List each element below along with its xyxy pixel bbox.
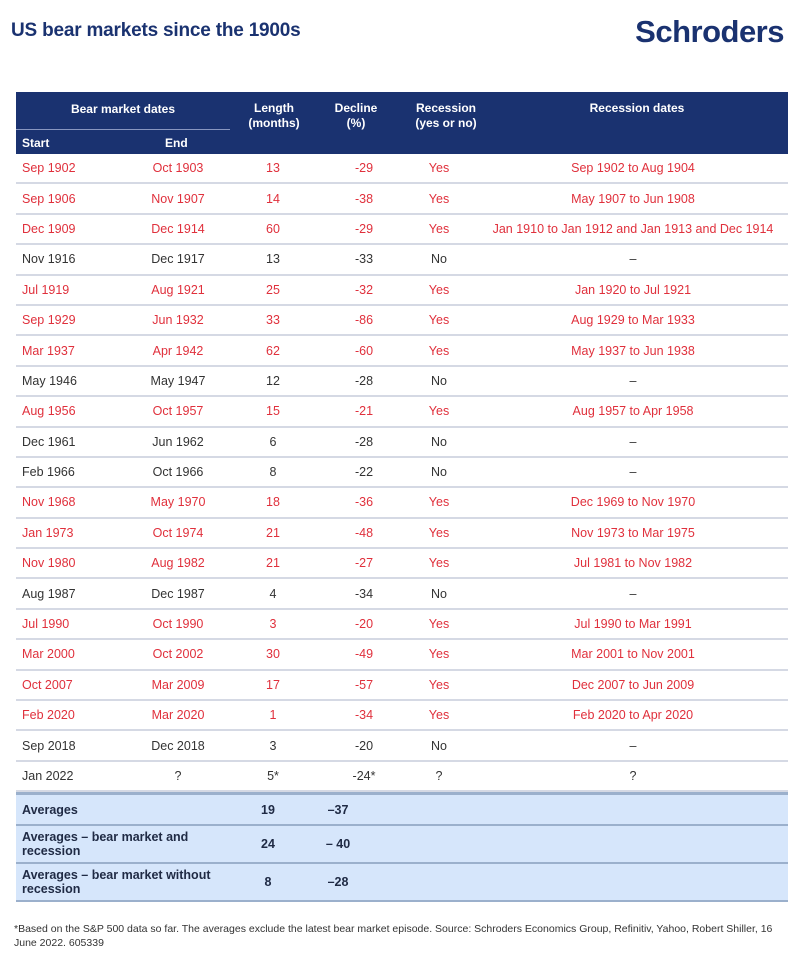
cell-start: Jan 1973 xyxy=(22,525,74,540)
cell-end: Dec 1914 xyxy=(151,221,205,236)
header-decline: Decline (%) xyxy=(334,101,378,130)
cell-start: Jul 1990 xyxy=(22,617,70,632)
cell-recession: Yes xyxy=(428,677,450,692)
cell-length: 60 xyxy=(266,221,280,236)
header-end: End xyxy=(165,136,188,150)
cell-decline: -28 xyxy=(354,373,374,388)
cell-decline: -49 xyxy=(354,647,374,662)
cell-recession: Yes xyxy=(428,556,450,571)
cell-recession: Yes xyxy=(428,617,450,632)
averages-section xyxy=(16,792,788,902)
cell-recession-dates: Dec 2007 to Jun 2009 xyxy=(571,677,695,692)
cell-decline: -24* xyxy=(352,769,376,783)
cell-end: Oct 2002 xyxy=(152,647,204,662)
cell-recession-dates: – xyxy=(629,586,637,601)
cell-recession: No xyxy=(431,434,447,449)
cell-recession-dates: – xyxy=(629,373,637,388)
cell-length: 1 xyxy=(269,708,277,723)
cell-start: Feb 2020 xyxy=(22,708,75,723)
cell-decline: -34 xyxy=(354,708,374,723)
cell-start: Sep 1929 xyxy=(22,313,76,328)
table-row xyxy=(16,336,788,366)
cell-recession: No xyxy=(431,465,447,480)
table-row xyxy=(16,519,788,549)
cell-start: Nov 1980 xyxy=(22,556,76,571)
header-bear-market-dates: Bear market dates xyxy=(70,102,176,116)
table-row xyxy=(16,428,788,458)
cell-end: Nov 1907 xyxy=(151,191,205,206)
cell-decline: -34 xyxy=(354,586,374,601)
averages-decline: –37 xyxy=(327,802,349,817)
cell-recession: No xyxy=(431,738,447,753)
cell-end: Dec 1917 xyxy=(151,252,205,267)
cell-length: 8 xyxy=(269,465,277,480)
cell-recession: Yes xyxy=(428,647,450,662)
cell-end: Jun 1962 xyxy=(152,434,204,449)
cell-decline: -21 xyxy=(354,404,374,419)
cell-decline: -29 xyxy=(354,221,374,236)
cell-decline: -36 xyxy=(354,495,374,510)
cell-recession: Yes xyxy=(428,282,450,297)
cell-start: May 1946 xyxy=(22,373,77,388)
cell-length: 25 xyxy=(266,282,280,297)
cell-decline: -29 xyxy=(354,161,374,176)
cell-decline: -20 xyxy=(354,617,374,632)
cell-recession: No xyxy=(431,373,447,388)
cell-end: May 1970 xyxy=(150,495,206,510)
cell-length: 18 xyxy=(266,495,280,510)
cell-decline: -86 xyxy=(354,313,374,328)
cell-recession: Yes xyxy=(428,708,450,723)
cell-recession: Yes xyxy=(428,404,450,419)
cell-decline: -33 xyxy=(354,252,374,267)
cell-start: Nov 1916 xyxy=(22,252,76,267)
table-row xyxy=(16,488,788,518)
cell-start: Sep 1906 xyxy=(22,191,76,206)
cell-start: Dec 1961 xyxy=(22,434,76,449)
cell-end: Apr 1942 xyxy=(152,343,204,358)
cell-recession-dates: Dec 1969 to Nov 1970 xyxy=(570,495,696,510)
cell-end: Oct 1990 xyxy=(152,617,204,632)
cell-length: 12 xyxy=(266,373,280,388)
cell-recession: Yes xyxy=(428,495,450,510)
cell-end: Mar 2009 xyxy=(151,677,205,692)
cell-decline: -60 xyxy=(354,343,374,358)
cell-decline: -20 xyxy=(354,738,374,753)
cell-start: Jan 2022 xyxy=(22,769,74,783)
cell-recession-dates: May 1907 to Jun 1908 xyxy=(571,191,695,206)
table-body xyxy=(16,154,788,792)
averages-row xyxy=(16,864,788,902)
cell-length: 4 xyxy=(269,586,277,601)
cell-length: 6 xyxy=(269,434,277,449)
cell-end: Oct 1957 xyxy=(152,404,204,419)
averages-row xyxy=(16,826,788,864)
table-row xyxy=(16,215,788,245)
cell-recession: Yes xyxy=(428,343,450,358)
cell-recession-dates: Mar 2001 to Nov 2001 xyxy=(571,647,695,662)
cell-end: Mar 2020 xyxy=(151,708,205,723)
cell-length: 17 xyxy=(266,677,280,692)
table-row xyxy=(16,397,788,427)
cell-length: 13 xyxy=(266,161,280,176)
header-start: Start xyxy=(22,136,50,150)
cell-recession: Yes xyxy=(428,525,450,540)
table-row xyxy=(16,671,788,701)
cell-decline: -48 xyxy=(354,525,374,540)
table-row xyxy=(16,579,788,609)
cell-end: Oct 1974 xyxy=(152,525,204,540)
table-row xyxy=(16,245,788,275)
cell-end: Dec 2018 xyxy=(151,738,205,753)
cell-recession-dates: – xyxy=(629,465,637,480)
cell-recession-dates: Nov 1973 to Mar 1975 xyxy=(571,525,695,540)
schroders-logo: Schroders xyxy=(635,14,784,49)
cell-recession-dates: Jan 1910 to Jan 1912 and Jan 1913 and Dec 1914 xyxy=(492,221,774,236)
averages-length: 8 xyxy=(264,875,272,890)
cell-length: 30 xyxy=(266,647,280,662)
table-row xyxy=(16,762,788,792)
cell-recession-dates: – xyxy=(629,738,637,753)
cell-end: Jun 1932 xyxy=(152,313,204,328)
cell-length: 5* xyxy=(267,769,279,783)
cell-recession-dates: Jul 1981 to Nov 1982 xyxy=(573,556,693,571)
averages-label: Averages xyxy=(22,802,78,817)
cell-recession-dates: Sep 1902 to Aug 1904 xyxy=(571,161,695,176)
cell-end: ? xyxy=(174,769,182,783)
cell-start: Feb 1966 xyxy=(22,465,75,480)
table-row xyxy=(16,610,788,640)
cell-end: Oct 1903 xyxy=(152,161,204,176)
cell-decline: -32 xyxy=(354,282,374,297)
table-row xyxy=(16,367,788,397)
cell-end: Aug 1982 xyxy=(151,556,205,571)
bear-markets-table xyxy=(16,92,788,902)
cell-start: Dec 1909 xyxy=(22,221,76,236)
header-recession-dates: Recession dates xyxy=(589,101,685,115)
cell-recession-dates: Aug 1957 to Apr 1958 xyxy=(572,404,694,419)
averages-decline: – 40 xyxy=(325,837,351,852)
averages-decline: –28 xyxy=(327,875,349,890)
cell-end: May 1947 xyxy=(150,373,206,388)
cell-start: Aug 1956 xyxy=(22,404,76,419)
cell-end: Aug 1921 xyxy=(151,282,205,297)
cell-start: Jul 1919 xyxy=(22,282,70,297)
cell-start: Sep 1902 xyxy=(22,161,76,176)
cell-length: 21 xyxy=(266,525,280,540)
averages-length: 24 xyxy=(261,837,275,852)
cell-start: Mar 2000 xyxy=(22,647,75,662)
averages-row xyxy=(16,792,788,826)
cell-end: Dec 1987 xyxy=(151,586,205,601)
table-row xyxy=(16,640,788,670)
cell-recession: Yes xyxy=(428,221,450,236)
cell-recession: Yes xyxy=(428,161,450,176)
averages-label: Averages – bear market and recession xyxy=(22,830,189,859)
header-divider xyxy=(16,129,230,130)
table-row xyxy=(16,458,788,488)
table-row xyxy=(16,549,788,579)
cell-length: 3 xyxy=(269,617,277,632)
cell-start: Nov 1968 xyxy=(22,495,76,510)
table-header xyxy=(16,92,788,154)
cell-recession-dates: Jan 1920 to Jul 1921 xyxy=(574,282,692,297)
cell-length: 33 xyxy=(266,313,280,328)
cell-length: 13 xyxy=(266,252,280,267)
cell-decline: -38 xyxy=(354,191,374,206)
cell-decline: -28 xyxy=(354,434,374,449)
cell-start: Mar 1937 xyxy=(22,343,75,358)
cell-recession: Yes xyxy=(428,313,450,328)
cell-start: Aug 1987 xyxy=(22,586,76,601)
cell-end: Oct 1966 xyxy=(152,465,204,480)
cell-start: Oct 2007 xyxy=(22,677,73,692)
averages-label: Averages – bear market without recession xyxy=(22,868,211,897)
footnote: *Based on the S&P 500 data so far. The averages exclude the latest bear market episode. Source: Schroders Economics Group, Refinitiv, Yahoo, Robert Shiller, 16 June 2022. 605339 xyxy=(14,923,773,949)
table-row xyxy=(16,731,788,761)
cell-recession-dates: – xyxy=(629,252,637,267)
cell-recession: Yes xyxy=(428,191,450,206)
table-row xyxy=(16,306,788,336)
cell-recession-dates: ? xyxy=(629,769,637,783)
cell-start: Sep 2018 xyxy=(22,738,76,753)
cell-recession-dates: – xyxy=(629,434,637,449)
cell-recession-dates: May 1937 to Jun 1938 xyxy=(571,343,695,358)
table-row xyxy=(16,154,788,184)
cell-length: 21 xyxy=(266,556,280,571)
averages-length: 19 xyxy=(261,802,275,817)
table-row xyxy=(16,701,788,731)
table-row xyxy=(16,276,788,306)
cell-length: 3 xyxy=(269,738,277,753)
cell-recession: ? xyxy=(435,769,443,783)
cell-length: 14 xyxy=(266,191,280,206)
cell-recession: No xyxy=(431,252,447,267)
cell-decline: -22 xyxy=(354,465,374,480)
cell-recession-dates: Aug 1929 to Mar 1933 xyxy=(571,313,695,328)
table-row xyxy=(16,184,788,214)
cell-decline: -27 xyxy=(354,556,374,571)
header-length: Length (months) xyxy=(248,101,300,130)
cell-recession-dates: Jul 1990 to Mar 1991 xyxy=(574,617,692,632)
page-title: US bear markets since the 1900s xyxy=(11,20,301,41)
header-recession: Recession (yes or no) xyxy=(415,101,477,130)
cell-recession-dates: Feb 2020 to Apr 2020 xyxy=(572,708,694,723)
cell-length: 15 xyxy=(266,404,280,419)
cell-decline: -57 xyxy=(354,677,374,692)
cell-length: 62 xyxy=(266,343,280,358)
cell-recession: No xyxy=(431,586,447,601)
